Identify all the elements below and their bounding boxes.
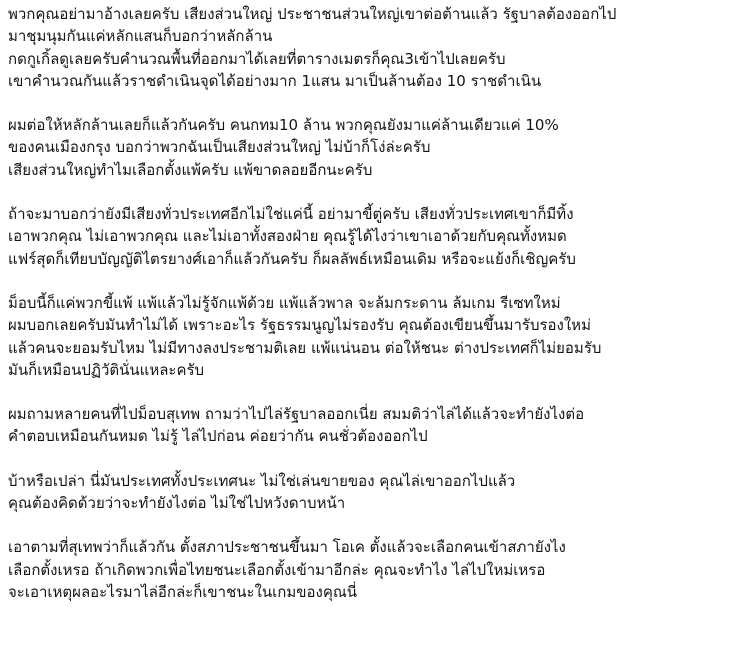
text-line: เอาพวกคุณ ไม่เอาพวกคุณ และไม่เอาทั้งสองฝ่าย คุณรู้ได้ไงว่าเขาเอาด้วยกับคุณทั้งหมด (8, 227, 567, 246)
text-line: ผมถามหลายคนที่ไปม็อบสุเทพ ถามว่าไปไล่รัฐบาลออกเนี่ย สมมติว่าไล่ได้แล้วจะทำยังไงต่อ (8, 405, 585, 424)
text-line: ผมบอกเลยครับมันทำไม่ได้ เพราะอะไร รัฐธรรมนูญไม่รองรับ คุณต้องเขียนขึ้นมารับรองใหม่ (8, 316, 591, 335)
text-line: เลือกตั้งเหรอ ถ้าเกิดพวกเพื่อไทยชนะเลือกตั้งเข้ามาอีกล่ะ คุณจะทำไง ไล่ไปใหม่เหรอ (8, 560, 546, 579)
paragraph-3 (8, 203, 728, 270)
text-line: ของคนเมืองกรุง บอกว่าพวกฉันเป็นเสียงส่วนใหญ่ ไม่บ้าก็โง่ล่ะครับ (8, 138, 431, 157)
text-line: เอาตามที่สุเทพว่าก็แล้วกัน ตั้งสภาประชาชนขึ้นมา โอเค ตั้งแล้วจะเลือกคนเข้าสภายังไง (8, 538, 566, 557)
text-line: กดกูเกิ้ลดูเลยครับคำนวณพื้นที่ออกมาได้เลยที่ตารางเมตรก็คุณ3เข้าไปเลยครับ (8, 49, 506, 68)
text-line: พวกคุณอย่ามาอ้างเลยครับ เสียงส่วนใหญ่ ประชาชนส่วนใหญ่เขาต่อต้านแล้ว รัฐบาลต้องออกไป (8, 5, 617, 23)
text-line: คุณต้องคิดด้วยว่าจะทำยังไงต่อ ไม่ใช่ไปหวังดาบหน้า (8, 494, 346, 513)
paragraph-2 (8, 114, 728, 181)
text-line: คำตอบเหมือนกันหมด ไม่รู้ ไล่ไปก่อน ค่อยว่ากัน คนชั่วต้องออกไป (8, 427, 428, 446)
text-line: ถ้าจะมาบอกว่ายังมีเสียงทั่วประเทศอีกไม่ใช่แค่นี้ อย่ามาขี้ตู่ครับ เสียงทั่วประเทศเขาก็มีทิ้ง (8, 205, 574, 224)
text-line: มันก็เหมือนปฏิวัตินั่นแหละครับ (8, 360, 205, 379)
text-line: จะเอาเหตุผลอะไรมาไล่อีกล่ะก็เขาชนะในเกมของคุณนี่ (8, 582, 358, 601)
paragraph-5 (8, 403, 728, 448)
post-body (8, 3, 728, 625)
text-line: ม็อบนี้ก็แค่พวกขี้แพ้ แพ้แล้วไม่รู้จักแพ้ด้วย แพ้แล้วพาล จะล้มกระดาน ล้มเกม รีเซทใหม่ (8, 293, 561, 312)
text-line: แล้วคนจะยอมรับไหม ไม่มีทางลงประชามติเลย แพ้แน่นอน ต่อให้ชนะ ต่างประเทศก็ไม่ยอมรับ (8, 338, 602, 357)
text-line: เขาคำนวณกันแล้วราชดำเนินจุดได้อย่างมาก 1แสน มาเป็นล้านต้อง 10 ราชดำเนิน (8, 71, 542, 90)
paragraph-6 (8, 470, 728, 515)
text-line: แฟร์สุดก็เทียบบัญญัติไตรยางศ์เอาก็แล้วกันครับ ก็ผลลัพธ์เหมือนเดิม หรือจะแย้งก็เชิญครับ (8, 249, 576, 268)
paragraph-4 (8, 292, 728, 381)
text-line: ผมต่อให้หลักล้านเลยก็แล้วกันครับ คนกทม10 ล้าน พวกคุณยังมาแค่ล้านเดียวแค่ 10% (8, 116, 559, 135)
paragraph-1 (8, 3, 728, 92)
paragraph-7 (8, 536, 728, 603)
text-line: เสียงส่วนใหญ่ทำไมเลือกตั้งแพ้ครับ แพ้ขาดลอยอีกนะครับ (8, 160, 373, 179)
text-line: มาชุมนุมกันแค่หลักแสนก็บอกว่าหลักล้าน (8, 27, 273, 46)
text-line: บ้าหรือเปล่า นี่มันประเทศทั้งประเทศนะ ไม่ใช่เล่นขายของ คุณไล่เขาออกไปแล้ว (8, 471, 516, 490)
